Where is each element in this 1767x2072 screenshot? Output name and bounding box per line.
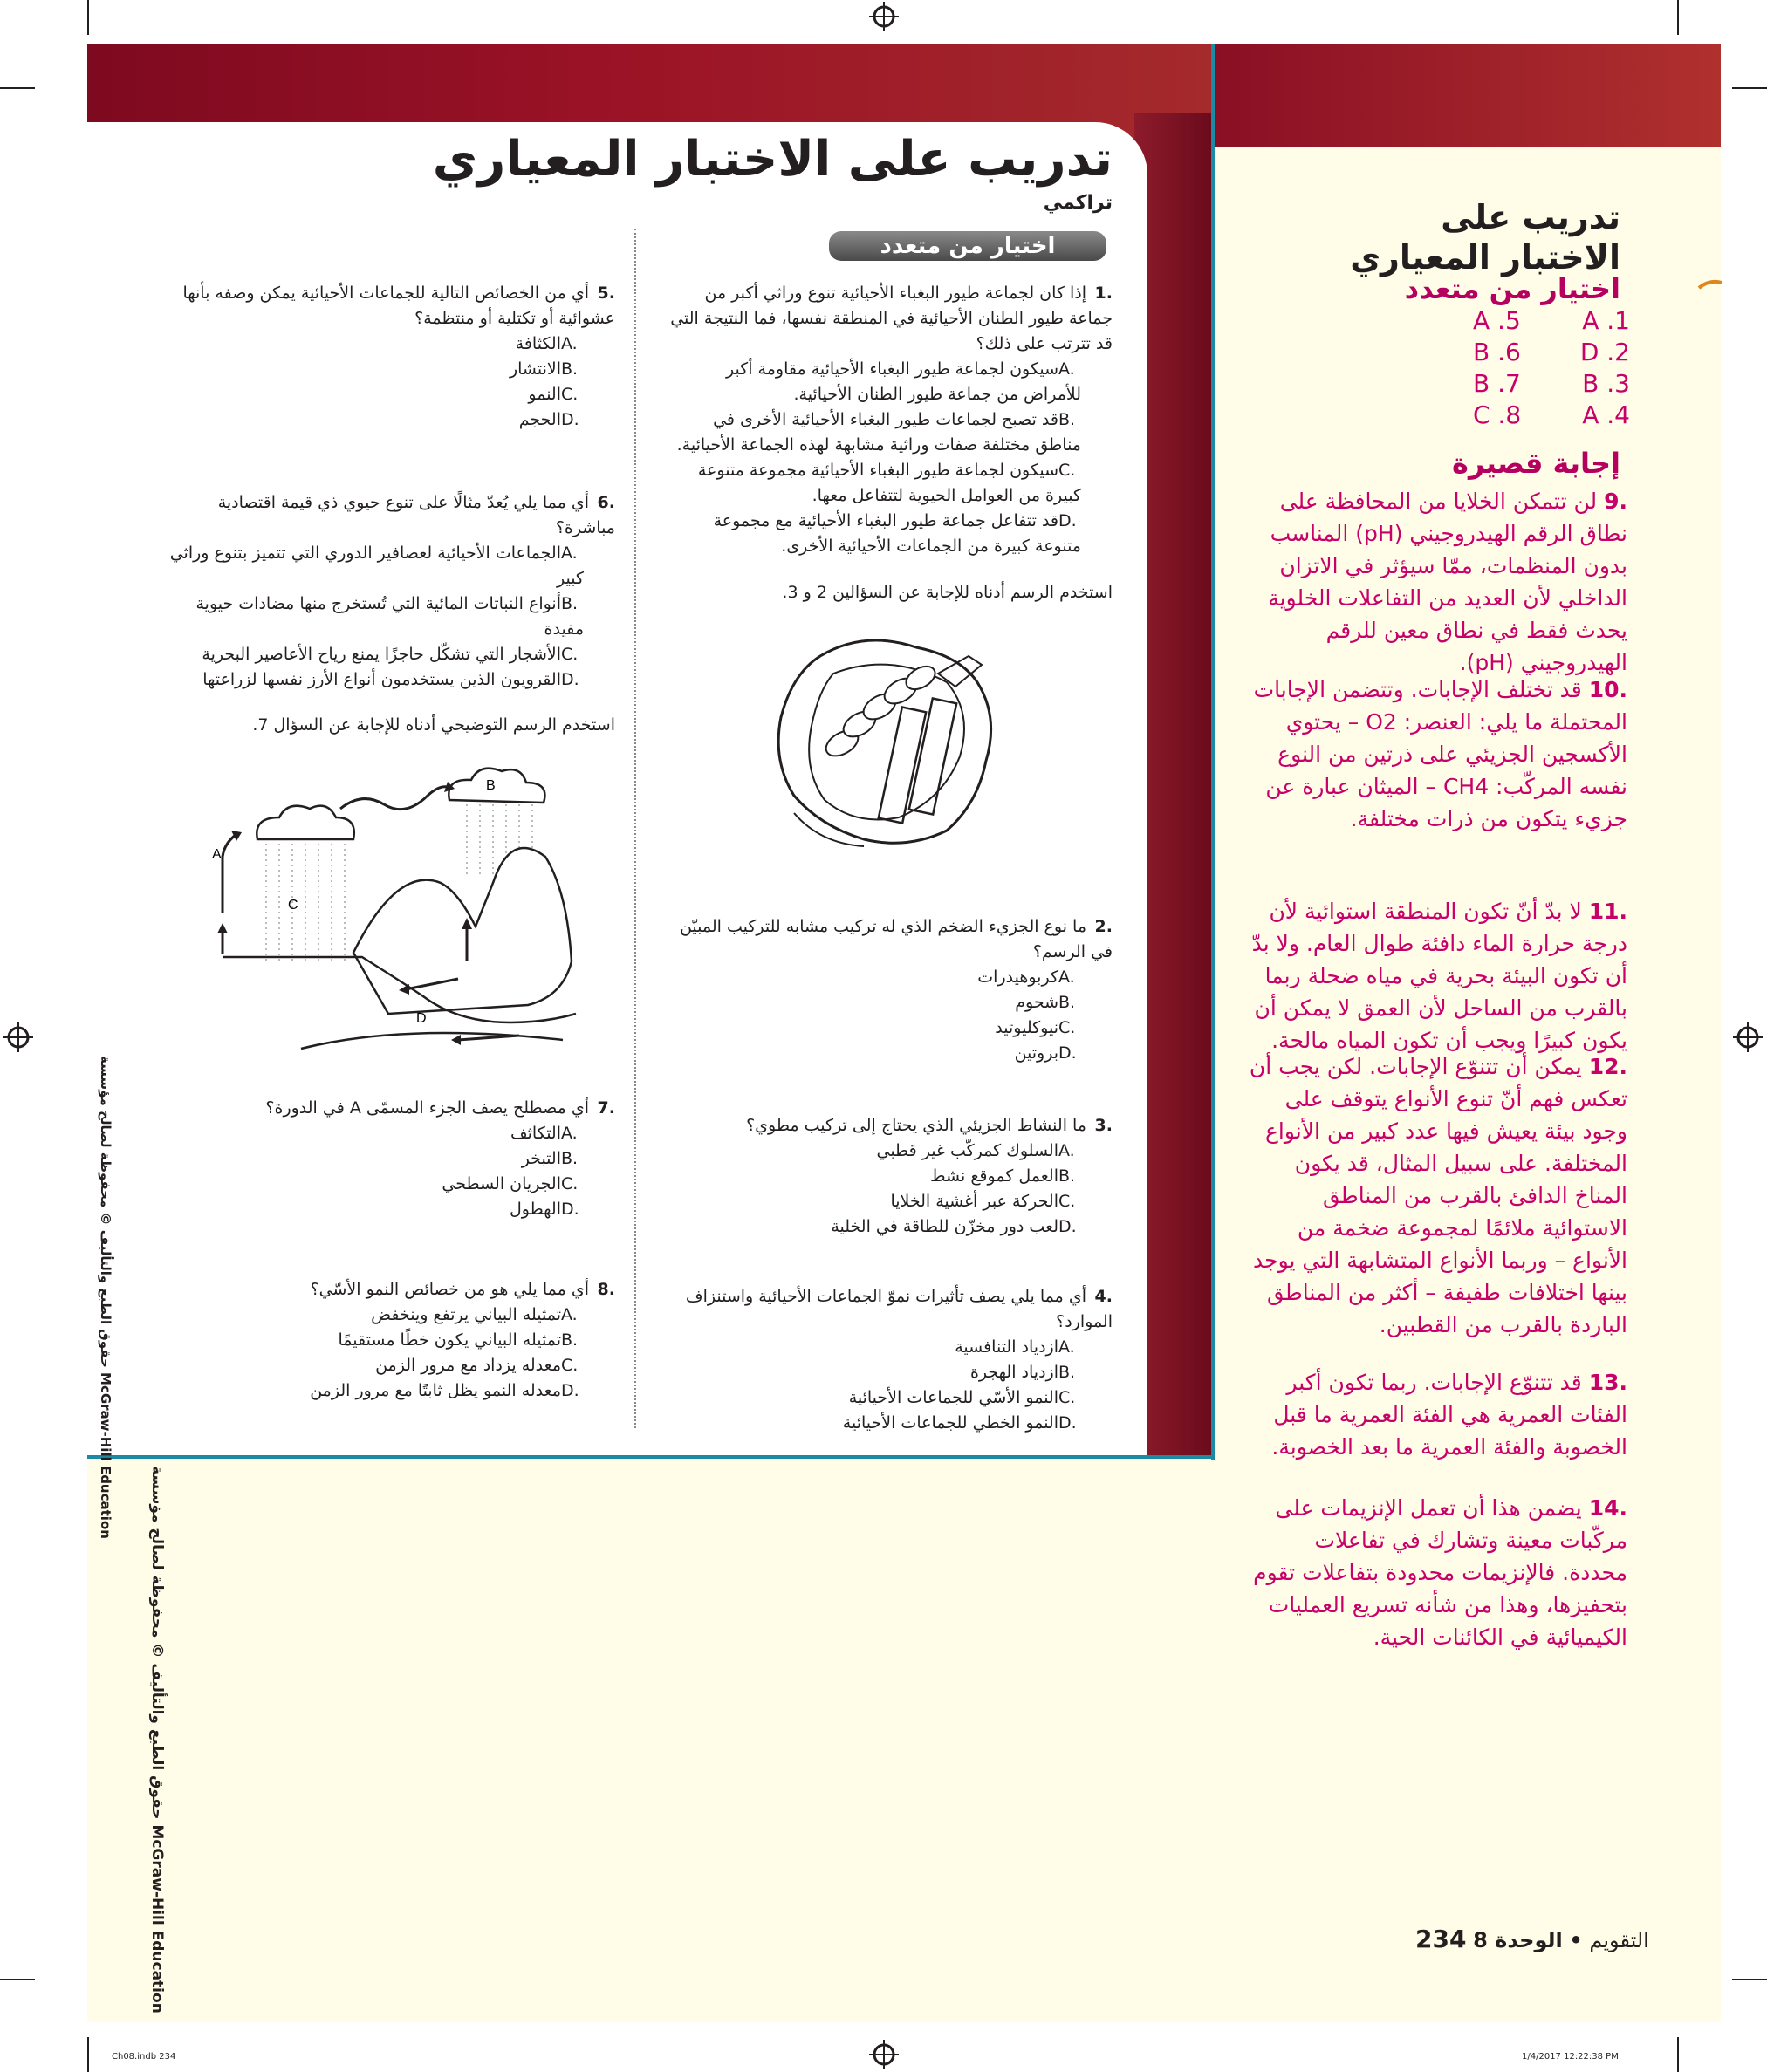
page-number: 234 xyxy=(1415,1925,1467,1953)
label-c: C xyxy=(288,898,298,913)
cumulative-tag: تراكمي xyxy=(1043,192,1113,214)
answers-mc-heading: اختيار من متعدد xyxy=(1404,272,1620,305)
question-1: .1إذا كان لجماعة طيور البغباء الأحيائية تنوع وراثي أكبر من جماعة طيور الطنان الأحيائية في المنطقة نفسها، فما النتيجة التي قد تترتب على ذلك؟ A.سيكون لجماعة طيور البغباء الأحيائية مقاومة أكبر للأمراض من جماعة طيور الطنان الأحيائية. B.قد تصبح لجماعات طيور البغباء الأحيائية الأخرى في مناطق مختلفة صفات وراثية مشابهة لهذه الجماعة الأحيائية. C.سيكون لجماعة طيور البغباء الأحيائية مجموعة متنوعة كبيرة من العوامل الحيوية لتتفاعل معها. D.قد تتفاعل جماعة طيور البغباء الأحيائية مع مجموعة متنوعة كبيرة من الجماعات الأحيائية الأخرى. xyxy=(663,281,1113,559)
water-cycle-figure xyxy=(196,761,580,1057)
mc-answer-row: B .6 D .2 xyxy=(1473,338,1630,366)
registration-mark xyxy=(1733,1022,1763,1052)
crop-mark xyxy=(0,87,35,89)
corner-accent-icon xyxy=(1697,277,1723,304)
question-6: .6أي مما يلي يُعدّ مثالًا على تنوع حيوي ذي قيمة اقتصادية مباشرة؟ A.الجماعات الأحيائية لعصافير الدوري التي تتميز بتنوع وراثي كبير B.أنواع النباتات المائية التي تُستخرج منها مضادات حيوية مفيدة C.الأشجار التي تشكّل حاجزًا يمنع رياح الأعاصير البحرية D.القرويون الذين يستخدمون أنواع الأرز نفسها لزراعتها xyxy=(161,490,615,693)
crop-mark xyxy=(87,0,89,35)
question-5: .5أي من الخصائص التالية للجماعات الأحيائية يمكن وصفه بأنها عشوائية أو تكتلية أو منتظمة؟ A.الكثافة B.الانتشار C.النمو D.الحجم xyxy=(161,281,615,433)
option: D.لعب دور مخزّن للطاقة في الخلية xyxy=(831,1217,1077,1236)
option: D.الهطول xyxy=(509,1200,579,1219)
option: C.الجريان السطحي xyxy=(442,1174,579,1193)
option: D.قد تتفاعل جماعة طيور البغباء الأحيائية مع مجموعة متنوعة كبيرة من الجماعات الأحيائية الأخرى. xyxy=(713,511,1081,556)
option: D.النمو الخطي للجماعات الأحيائية xyxy=(842,1413,1077,1433)
option: B.التبخر xyxy=(521,1149,579,1168)
question-1-options xyxy=(663,357,1081,559)
crop-mark xyxy=(1732,87,1767,89)
question-2: .2ما نوع الجزيء الضخم الذي له تركيب مشابه للتركيب المبيّن في الرسم؟ A.كربوهيدرات B.شحوم C.نيوكليوتيد D.بروتين xyxy=(663,914,1113,1066)
option: A.الكثافة xyxy=(515,334,578,353)
option: C.الأشجار التي تشكّل حاجزًا يمنع رياح الأعاصير البحرية xyxy=(202,645,579,664)
option: D.الحجم xyxy=(518,410,579,429)
short-answer-9: .9 لن تتمكن الخلايا من المحافظة على نطاق الرقم الهيدروجيني (pH) المناسب بدون المنظمات، ممّا سيؤثر في الاتزان الداخلي لأن العديد من التفاعلات الخلوية يحدث فقط في نطاق معين للرقم الهيدروجيني (pH). xyxy=(1268,489,1627,675)
mc-answer-row: A .5 A .1 xyxy=(1473,306,1630,335)
file-slug: Ch08.indb 234 xyxy=(112,2052,176,2062)
cloud-icon xyxy=(257,806,354,839)
cloud-icon xyxy=(449,769,544,803)
crop-mark xyxy=(1732,1979,1767,1980)
option: A.سيكون لجماعة طيور البغباء الأحيائية مقاومة أكبر للأمراض من جماعة طيور الطنان الأحيائية. xyxy=(725,359,1081,404)
date-slug: 1/4/2017 12:22:38 PM xyxy=(1522,2052,1619,2062)
option: A.كربوهيدرات xyxy=(977,968,1075,987)
answers-header-band xyxy=(1215,44,1721,147)
registration-mark xyxy=(3,1022,33,1052)
instruction-q7: استخدم الرسم التوضيحي أدناه للإجابة عن السؤال 7. xyxy=(252,715,615,735)
question-7: .7أي مصطلح يصف الجزء المسمّى A في الدورة؟ A.التكاثف B.التبخر C.الجريان السطحي D.الهطول xyxy=(161,1096,615,1222)
option: B.شحوم xyxy=(1015,993,1076,1012)
option: A.ازدياد التنافسية xyxy=(955,1337,1075,1357)
registration-mark xyxy=(869,2040,899,2069)
option: A.الجماعات الأحيائية لعصافير الدوري التي تتميز بتنوع وراثي كبير xyxy=(169,544,584,588)
option: C.نيوكليوتيد xyxy=(995,1018,1076,1037)
protein-structure-figure xyxy=(759,621,1012,857)
wavy-arrow-icon xyxy=(340,787,448,810)
instruction-q2-q3: استخدم الرسم أدناه للإجابة عن السؤالين 2 و 3. xyxy=(782,583,1113,602)
option: B.ازدياد الهجرة xyxy=(969,1363,1076,1382)
answers-sa-heading: إجابة قصيرة xyxy=(1452,447,1620,480)
answers-mc-grid xyxy=(1473,305,1630,431)
arrow-a-icon xyxy=(223,835,236,913)
option: B.أنواع النباتات المائية التي تُستخرج منها مضادات حيوية مفيدة xyxy=(195,594,584,639)
option: A.التكاثف xyxy=(510,1124,578,1143)
crop-mark xyxy=(1677,0,1679,35)
option: C.الحركة عبر أغشية الخلايا xyxy=(890,1192,1076,1211)
short-answer-11: .11 لا بدّ أنّ تكون المنطقة استوائية لأن درجة حرارة الماء دافئة طوال العام. ولا بدّ أن تكون البيئة بحرية في مياه ضحلة ربما بالقرب من الساحل لأن العمق لا يمكن أن يكون كبيرًا ويجب أن تكون المياه مالحة. xyxy=(1251,899,1627,1053)
divider-horizontal xyxy=(87,1455,1215,1459)
page-footer: التقويم • الوحدة 8 234 xyxy=(1415,1925,1649,1953)
label-b: B xyxy=(486,778,496,793)
option: B.العمل كموقع نشط xyxy=(930,1166,1076,1186)
short-answer-10: .10 قد تختلف الإجابات. وتتضمن الإجابات المحتملة ما يلي: العنصر: O2 – يحتوي الأكسجين الجزيئي على ذرتين من النوع نفسه المركّب: CH4 – الميثان عبارة عن جزيء يتكون من ذرات مختلفة. xyxy=(1253,677,1627,831)
crop-mark xyxy=(87,2037,89,2072)
option: C.معدله يزداد مع مرور الزمن xyxy=(375,1356,579,1375)
option: B.قد تصبح لجماعات طيور البغباء الأحيائية الأخرى في مناطق مختلفة صفات وراثية مشابهة لهذه الجماعة الأحيائية. xyxy=(676,410,1081,455)
option: C.النمو الأسّي للجماعات الأحيائية xyxy=(848,1388,1076,1407)
copyright-strip: حقوق الطبع والتأليف © محفوظة لصالح مؤسسة McGraw-Hill Education xyxy=(98,1056,113,1539)
short-answer-14: .14 يضمن هذا أن تعمل الإنزيمات على مركّبات معينة وتشارك في تفاعلات محددة. فالإنزيمات محدودة بتفاعلات تقوم بتحفيزها، وهذا من شأنه تسريع العمليات الكيميائية في الكائنات الحية. xyxy=(1253,1495,1627,1650)
option: A.السلوك كمركّب غير قطبي xyxy=(876,1141,1075,1160)
section-pill: اختيار من متعدد xyxy=(829,231,1106,261)
option: D.معدله النمو يظل ثابتًا مع مرور الزمن xyxy=(310,1381,579,1400)
copyright-strip: حقوق الطبع والتأليف © محفوظة لصالح مؤسسة McGraw-Hill Education xyxy=(148,1466,166,2014)
question-8: .8أي مما يلي هو من خصائص النمو الأسّي؟ A.تمثيله البياني يرتفع وينخفض B.تمثيله البياني يكون خطًا مستقيمًا C.معدله يزداد مع مرور الزمن D.معدله النمو يظل ثابتًا مع مرور الزمن xyxy=(161,1277,615,1404)
option: D.بروتين xyxy=(1014,1043,1077,1063)
option: C.النمو xyxy=(528,385,579,404)
column-divider xyxy=(634,229,636,1428)
answers-title: تدريب على الاختبار المعياري xyxy=(1350,198,1620,277)
registration-mark xyxy=(869,2,899,31)
crop-mark xyxy=(0,1979,35,1980)
label-a: A xyxy=(212,847,222,862)
label-d: D xyxy=(416,1011,427,1026)
option: B.تمثيله البياني يكون خطًا مستقيمًا xyxy=(338,1330,579,1350)
option: C.سيكون لجماعة طيور البغباء الأحيائية مجموعة متنوعة كبيرة من العوامل الحيوية لتتفاعل معها. xyxy=(697,461,1081,505)
question-3: .3ما النشاط الجزيئي الذي يحتاج إلى تركيب مطوي؟ A.السلوك كمركّب غير قطبي B.العمل كموقع نشط C.الحركة عبر أغشية الخلايا D.لعب دور مخزّن للطاقة في الخلية xyxy=(663,1113,1113,1240)
option: A.تمثيله البياني يرتفع وينخفض xyxy=(371,1305,578,1324)
option: D.القرويون الذين يستخدمون أنواع الأرز نفسها لزراعتها xyxy=(202,670,579,689)
page-title: تدريب على الاختبار المعياري xyxy=(432,131,1113,188)
mc-answer-row: C .8 A .4 xyxy=(1473,400,1630,429)
question-4: .4أي مما يلي يصف تأثيرات نموّ الجماعات الأحيائية واستنزاف الموارد؟ A.ازدياد التنافسية B.ازدياد الهجرة C.النمو الأسّي للجماعات الأحيائية D.النمو الخطي للجماعات الأحيائية xyxy=(663,1284,1113,1436)
mc-answer-row: B .7 B .3 xyxy=(1473,369,1630,398)
short-answer-13: .13 قد تتنوّع الإجابات. ربما تكون أكبر الفئات العمرية هي الفئة العمرية ما قبل الخصوبة والفئة العمرية ما بعد الخصوبة. xyxy=(1271,1370,1627,1460)
short-answer-12: .12 يمكن أن تتنوّع الإجابات. لكن يجب أن تعكس فهم أنّ تنوع الأنواع يتوقف على وجود بيئة يعيش فيها عدد كبير من الأنواع المختلفة. على سبيل المثال، قد يكون المناخ الدافئ بالقرب من المناطق الاستوائية ملائمًا لمجموعة ضخمة من الأنواع – وربما الأنواع المتشابهة التي يوجد بينها اختلافات طفيفة – أكثر من المناطق الباردة بالقرب من القطبين. xyxy=(1249,1054,1627,1337)
crop-mark xyxy=(1677,2037,1679,2072)
option: B.الانتشار xyxy=(509,359,579,379)
